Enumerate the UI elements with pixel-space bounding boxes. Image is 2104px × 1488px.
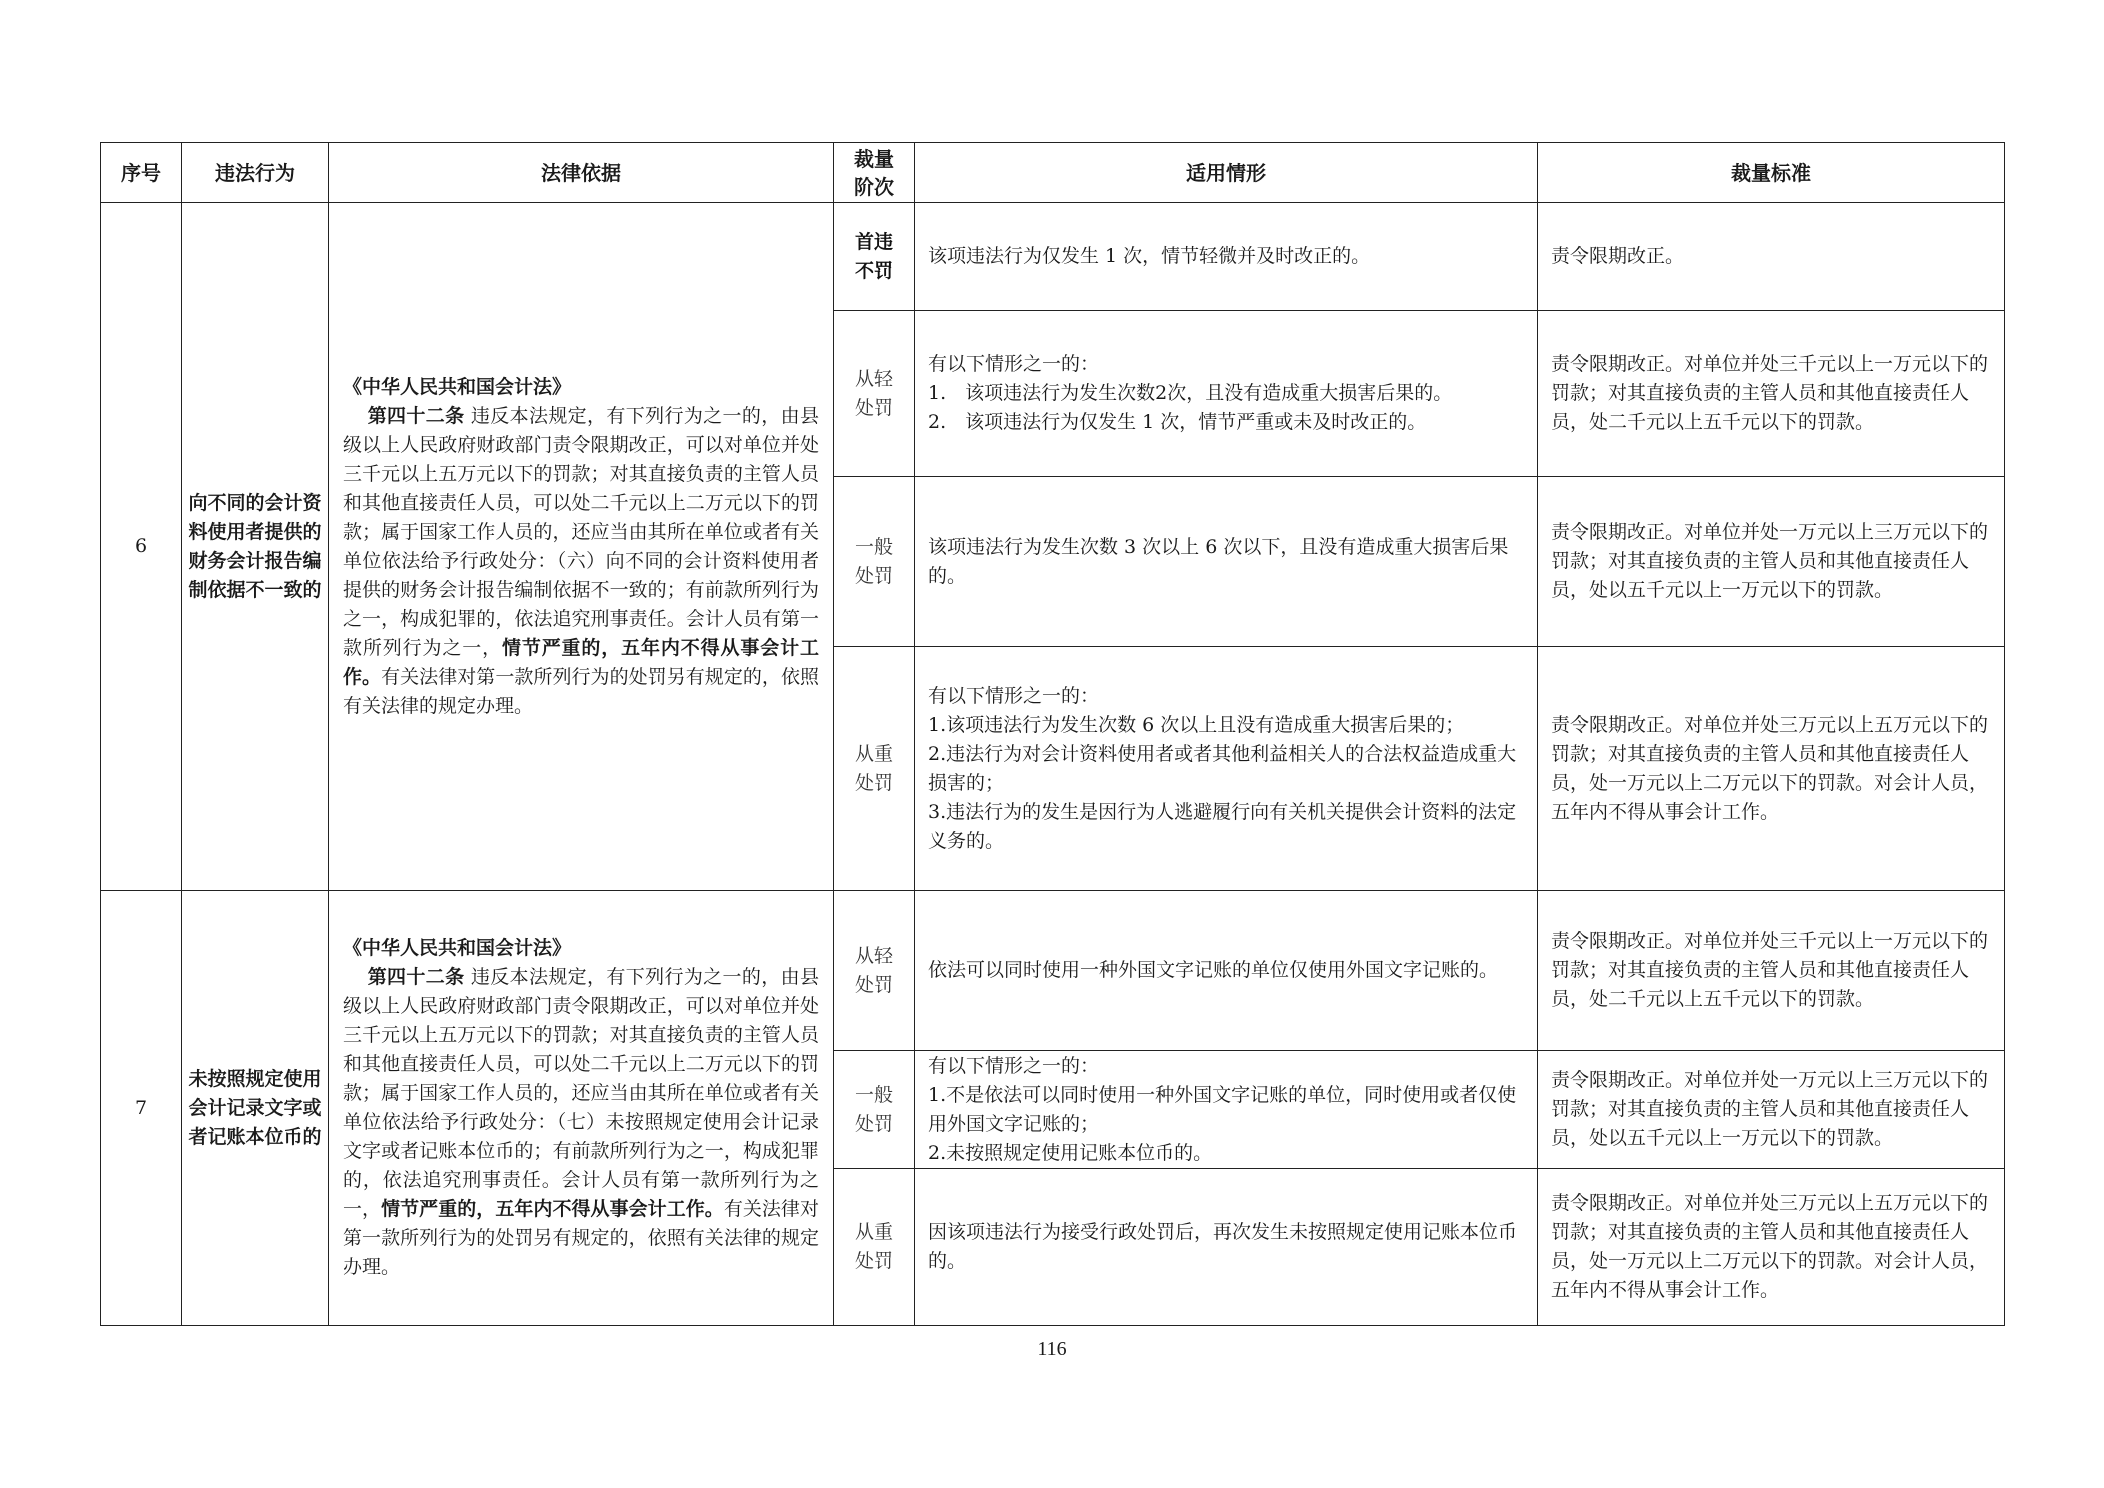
violation-cell: 未按照规定使用会计记录文字或者记账本位币的 [182,891,329,1326]
legal-basis-cell [329,203,834,891]
situation-cell: 该项违法行为仅发生 1 次，情节轻微并及时改正的。 [915,203,1538,311]
standard-cell: 责令限期改正。对单位并处三千元以上一万元以下的罚款；对其直接负责的主管人员和其他直接责任人员，处二千元以上五千元以下的罚款。 [1538,311,2005,477]
law-article: 第四十二条 [367,404,465,427]
law-bold-text: 情节严重的，五年内不得从事会计工作。 [343,636,819,688]
header-situation: 适用情形 [915,143,1538,203]
penalty-discretion-table [100,142,2005,1326]
page-number: 116 [1037,1338,1067,1360]
law-text: 违反本法规定，有下列行为之一的，由县级以上人民政府财政部门责令限期改正，可以对单位并处三千元以上五万元以下的罚款；对其直接负责的主管人员和其他直接责任人员，可以处二千元以上二万元以下的罚款；属于国家工作人员的，还应当由其所在单位或者有关单位依法给予行政处分：（七）未按照规定使用会计记录文字或者记账本位币的；有前款所列行为之一，构成犯罪的，依法追究刑事责任。会计人员有第一款所列行为之一， [343,966,819,1220]
level-cell: 从轻处罚 [834,311,915,477]
table-row [101,203,2005,311]
table-header-row [101,143,2005,203]
header-level: 裁量阶次 [834,143,915,203]
situation-cell: 有以下情形之一的： 1.该项违法行为发生次数 6 次以上且没有造成重大损害后果的； 2.违法行为对会计资料使用者或者其他利益相关人的合法权益造成重大损害的； 3.违法行为的发生是因行为人逃避履行向有关机关提供会计资料的法定义务的。 [915,647,1538,891]
law-text: 违反本法规定，有下列行为之一的，由县级以上人民政府财政部门责令限期改正，可以对单位并处三千元以上五万元以下的罚款；对其直接负责的主管人员和其他直接责任人员，可以处二千元以上二万元以下的罚款；属于国家工作人员的，还应当由其所在单位或者有关单位依法给予行政处分：（六）向不同的会计资料使用者提供的财务会计报告编制依据不一致的；有前款所列行为之一，构成犯罪的，依法追究刑事责任。会计人员有第一款所列行为之一， [343,404,819,659]
situation-cell: 该项违法行为发生次数 3 次以上 6 次以下，且没有造成重大损害后果的。 [915,477,1538,647]
law-text: 有关法律对第一款所列行为的处罚另有规定的，依照有关法律的规定办理。 [343,665,819,717]
level-cell: 一般处罚 [834,477,915,647]
law-bold-text: 情节严重的，五年内不得从事会计工作。 [381,1198,724,1220]
law-title: 《中华人民共和国会计法》 [343,937,572,959]
standard-cell: 责令限期改正。 [1538,203,2005,311]
row-seq: 6 [101,203,182,891]
level-cell: 从重处罚 [834,647,915,891]
header-seq: 序号 [101,143,182,203]
situation-cell: 依法可以同时使用一种外国文字记账的单位仅使用外国文字记账的。 [915,891,1538,1051]
header-legal-basis: 法律依据 [329,143,834,203]
law-title: 《中华人民共和国会计法》 [343,375,572,398]
header-violation: 违法行为 [182,143,329,203]
law-body [343,402,819,721]
header-standard: 裁量标准 [1538,143,2005,203]
level-cell: 一般处罚 [834,1051,915,1169]
situation-cell: 因该项违法行为接受行政处罚后，再次发生未按照规定使用记账本位币的。 [915,1169,1538,1326]
standard-cell: 责令限期改正。对单位并处三万元以上五万元以下的罚款；对其直接负责的主管人员和其他直接责任人员，处一万元以上二万元以下的罚款。对会计人员，五年内不得从事会计工作。 [1538,647,2005,891]
standard-cell: 责令限期改正。对单位并处一万元以上三万元以下的罚款；对其直接负责的主管人员和其他直接责任人员，处以五千元以上一万元以下的罚款。 [1538,477,2005,647]
situation-cell: 有以下情形之一的： 1.不是依法可以同时使用一种外国文字记账的单位，同时使用或者仅使用外国文字记账的； 2.未按照规定使用记账本位币的。 [915,1051,1538,1169]
row-seq: 7 [101,891,182,1326]
level-cell: 首违不罚 [834,203,915,311]
standard-cell: 责令限期改正。对单位并处一万元以上三万元以下的罚款；对其直接负责的主管人员和其他直接责任人员，处以五千元以上一万元以下的罚款。 [1538,1051,2005,1169]
law-article: 第四十二条 [367,966,465,988]
situation-cell: 有以下情形之一的： 1. 该项违法行为发生次数2次，且没有造成重大损害后果的。 2. 该项违法行为仅发生 1 次，情节严重或未及时改正的。 [915,311,1538,477]
standard-cell: 责令限期改正。对单位并处三千元以上一万元以下的罚款；对其直接负责的主管人员和其他直接责任人员，处二千元以上五千元以下的罚款。 [1538,891,2005,1051]
table-row [101,891,2005,1051]
level-cell: 从轻处罚 [834,891,915,1051]
legal-basis-cell [329,891,834,1326]
law-text: 有关法律对第一款所列行为的处罚另有规定的，依照有关法律的规定办理。 [343,1198,819,1278]
level-cell: 从重处罚 [834,1169,915,1326]
standard-cell: 责令限期改正。对单位并处三万元以上五万元以下的罚款；对其直接负责的主管人员和其他直接责任人员，处一万元以上二万元以下的罚款。对会计人员，五年内不得从事会计工作。 [1538,1169,2005,1326]
law-body [343,963,819,1282]
violation-cell: 向不同的会计资料使用者提供的财务会计报告编制依据不一致的 [182,203,329,891]
